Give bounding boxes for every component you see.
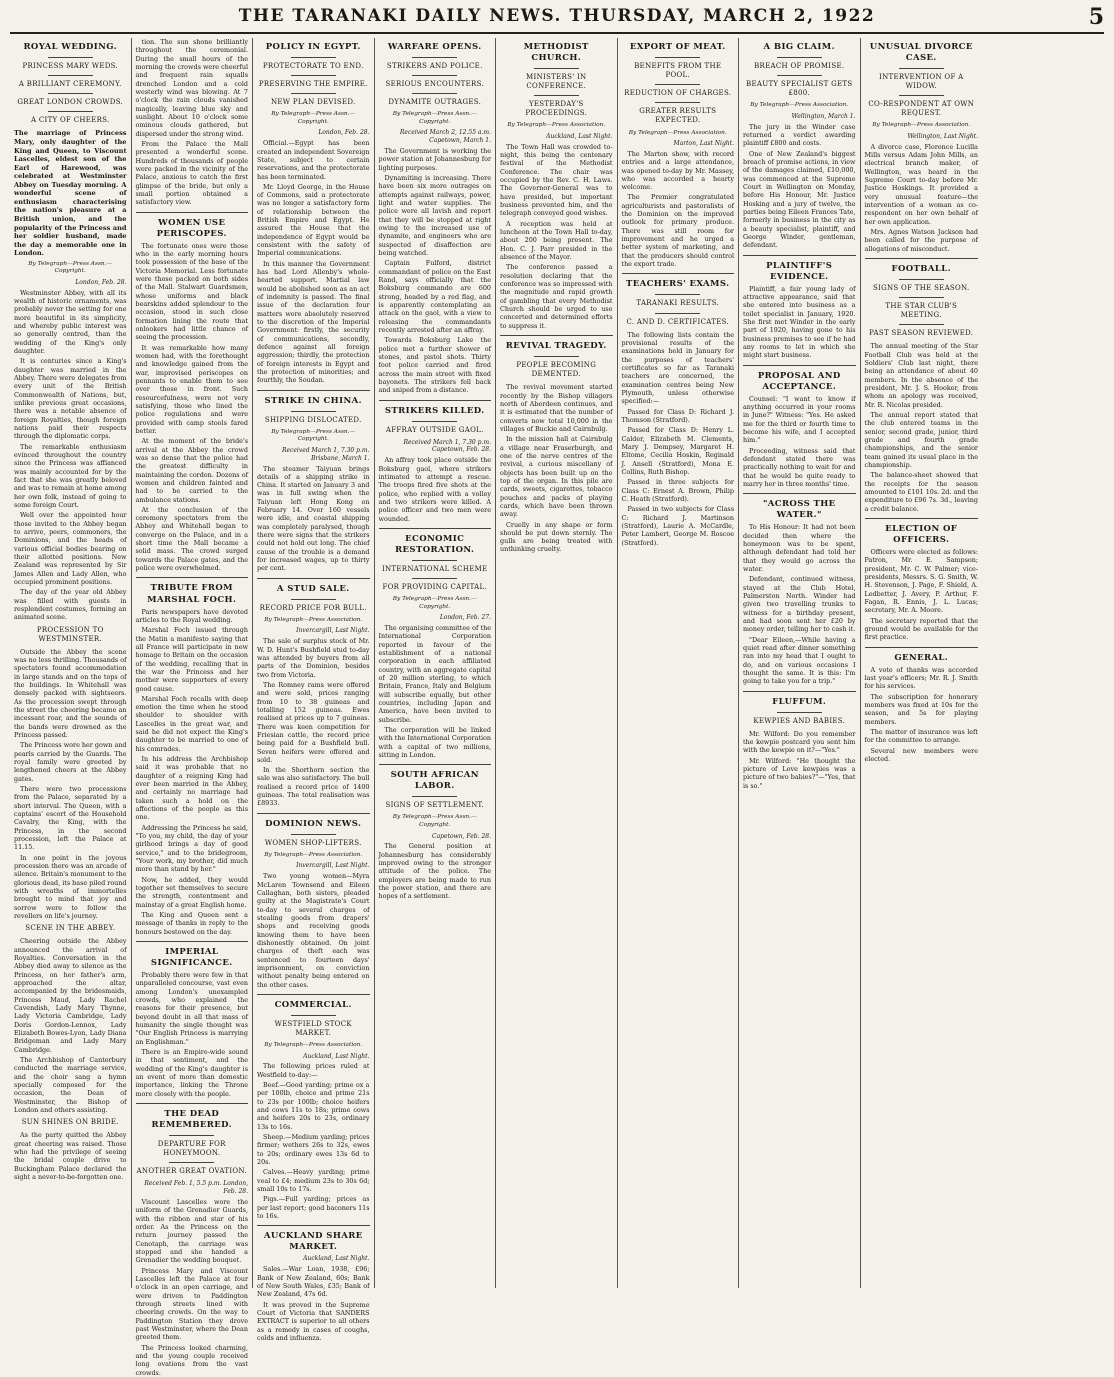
- heading-rule: [899, 324, 944, 325]
- dateline: Wellington, March 1.: [791, 112, 856, 120]
- article-divider: [136, 577, 249, 578]
- body-paragraph: The subscription for honorary members was fixed at 10s for the season, and 5s for playing members.: [864, 692, 978, 726]
- article-divider: [257, 390, 370, 391]
- wire-credit: By Telegraph—Press Association.: [264, 851, 363, 858]
- body-paragraph: The Princess wore her gown and pearls carried by the Guards. The royal family were greeted by lengthened cheers at the Abbey gates.: [14, 741, 127, 783]
- article: [622, 273, 735, 546]
- dateline: Wellington, Last Night.: [907, 133, 978, 140]
- article-divider: [743, 365, 856, 366]
- body-paragraph: The sale of surplus stock of Mr. W. D. Hunt's Bushfield stud to-day was attended by buyers from all parts of the Dominion, besides two from Victoria.: [257, 637, 370, 679]
- dateline: Capetown, Feb. 28.: [432, 832, 491, 840]
- heading-rule: [777, 57, 822, 58]
- heading-rule: [412, 578, 457, 579]
- headline: SOUTH AFRICAN LABOR.: [390, 770, 479, 792]
- dateline: Auckland, Last Night.: [546, 133, 613, 140]
- heading-rule: [291, 411, 336, 412]
- wire-credit: By Telegraph—Press Association.: [264, 616, 363, 623]
- body-paragraph: "Dear Eileen,—While having a quiet read after dinner something ran into my head that I ought to do, and on various occasions I thought the same. It is this: I'm going to take you for a trip.": [743, 635, 856, 686]
- article: [257, 42, 370, 385]
- body-paragraph: The steamer Taiyuan brings details of a shipping strike in China. It started on January 3 and was in full swing when the Taiyuan left Hong Kong on February 14. Over 160 vessels were idle, and coastal shipping was completely paralysed, though there were signs that the strikers could not hold out long. The chief cause of the trouble is a demand for increased wages, up to thirty per cent.: [257, 464, 370, 573]
- section-subheading: PROCESSION TO WESTMINSTER.: [36, 625, 104, 643]
- headline: DOMINION NEWS.: [265, 818, 362, 829]
- body-paragraph: The secretary reported that the ground would be available for the first practice.: [864, 616, 978, 642]
- body-paragraph: Viscount Lascelles wore the uniform of the Grenadier Guards, with the ribbon and star of his order. As the Princess on the return journey passed the Cenotaph, the carriage was stopped and she handed a Grenadier the wedding bouquet.: [135, 1198, 248, 1265]
- subheadline: FOR PROVIDING CAPITAL.: [382, 583, 488, 592]
- body-paragraph: Passed in two subjects for Class C: Richard J. Martinson (Stratford), Laurie A. McCardle, Peter Lambert, George M. Roscoe (Stratford).: [621, 505, 734, 547]
- body-paragraph: In this manner the Government has had Lord Allenby's whole-hearted support. Martial law would be abolished soon as an act of indemnity is passed. The final issue of the declaration four matters were absolutely reserved to the discretion of the Imperial Government: firstly, the security of communications, secondly, defence against all foreign aggression; thirdly, the protection of foreign interests in Egypt and the protection of minorities; and fourthly, the Soudan.: [257, 259, 370, 385]
- article-divider: [257, 1225, 370, 1226]
- body-paragraph: Defendant, continued witness, stayed at the Club Hotel, Palmerston North. Winder had given two travelling trunks to witness for a birthday present, and had soon sent her £20 by money order, telling her to cash it.: [743, 575, 856, 634]
- dateline: London, Feb. 28.: [318, 129, 370, 137]
- body-paragraph: The Princess looked charming, and the young couple received long ovations from the vast crowds.: [135, 1343, 248, 1377]
- body-paragraph: Princess Mary and Viscount Lascelles left the Palace at four o'clock in an open carriage, and were driven to Paddington through streets lined with cheering crowds. On the way to Paddington Station they drove past Westminster, where the Dean greeted them.: [135, 1266, 248, 1342]
- heading-rule: [48, 111, 93, 112]
- body-paragraph: Sheep.—Medium yarding; prices firmer; wethers 26s to 32s, ewes to 20s; ordinary ewes 13s 6d to 20s.: [257, 1133, 370, 1167]
- body-paragraph: An affray took place outside the Boksburg gaol, where strikers intimated to attempt a rescue. The troops fired five shots at the police, who replied with a volley and two strikers were killed. A police officer and two men were wounded.: [378, 456, 491, 523]
- article-divider: [865, 647, 979, 648]
- body-paragraph: Pigs.—Full yarding; prices as per last report; good baconers 11s to 16s.: [257, 1195, 370, 1220]
- subheadline: PEOPLE BECOMING DEMENTED.: [516, 361, 597, 379]
- body-paragraph: The following prices ruled at Westfield to-day:—: [257, 1062, 370, 1079]
- wire-credit: By Telegraph—Press Association.: [750, 102, 849, 109]
- newspaper-columns: [10, 38, 1104, 1377]
- dateline: Marton, Last Night.: [673, 140, 734, 148]
- article: [379, 528, 492, 759]
- body-paragraph: Passed for Class D: Richard J. Thomson (Stratford).: [621, 407, 734, 424]
- wire-credit: By Telegraph—Press Assn.—Copyright.: [392, 814, 477, 828]
- headline: WOMEN USE PERISCOPES.: [156, 217, 227, 239]
- body-paragraph: In his address the Archbishop said it was probable that no daughter of a reigning King had ever been married in the Abbey, and certainly no marriage had taken such a hold on the affections of the people as this one.: [135, 755, 248, 822]
- subheadline: CO-RESPONDENT AT OWN REQUEST.: [868, 100, 975, 118]
- body-paragraph: To His Honour: It had not been decided then where the honeymoon was to be spent, although defendant had told her that they would go across the water.: [743, 523, 856, 574]
- headline: IMPERIAL SIGNIFICANCE.: [150, 947, 233, 969]
- article-divider: [136, 212, 249, 213]
- wire-credit: By Telegraph—Press Association.: [264, 1042, 363, 1049]
- wire-credit: By Telegraph—Press Assn.—Copyright.: [392, 596, 477, 610]
- headline: EXPORT OF MEAT.: [629, 42, 726, 52]
- article: [865, 258, 979, 513]
- body-paragraph: Two young women—Myra McLaren Townsend and Eileen Callaghan, both sisters, pleaded guilty at the Magistrate's Court to-day to several charges of stealing goods from drapers' shops and receiving goods knowing them to have been dishonestly obtained. On joint charges of theft each was sentenced to fourteen days' imprisonment, on conviction without penalty being entered on the other cases.: [257, 872, 370, 989]
- wire-credit: By Telegraph—Press Association.: [872, 122, 971, 129]
- subheadline: WESTFIELD STOCK MARKET.: [274, 1019, 352, 1037]
- headline: POLICY IN EGYPT.: [265, 42, 361, 52]
- heading-rule: [291, 1015, 336, 1016]
- article: [743, 255, 856, 360]
- heading-rule: [655, 84, 700, 85]
- body-paragraph: The Marton show, with record entries and a large attendance, was opened to-day by Mr. Massey, who was accorded a hearty welcome.: [621, 149, 734, 192]
- heading-rule: [48, 57, 93, 58]
- body-paragraph: From the Palace the Mall presented a wonderful scene. Hundreds of thousands of people were packed in the vicinity of the Palace, anxious to catch the first glimpse of the bride, but only a small portion obtained a satisfactory view.: [135, 139, 248, 207]
- body-paragraph: The day of the year old Abbey was filled with guests in resplendent costumes, forming an animated scene.: [14, 588, 127, 622]
- subheadline: GREAT LONDON CROWDS.: [17, 98, 124, 107]
- body-paragraph: The Government is working the power station at Johannesburg for lighting purposes.: [378, 146, 491, 172]
- dateline: Received March 1, 7.30 p.m. Brisbane, March 1.: [281, 446, 370, 462]
- column-7: [739, 38, 861, 1288]
- article: [500, 42, 613, 330]
- column-6: [618, 38, 740, 1288]
- wire-credit: By Telegraph—Press Association.: [628, 129, 727, 136]
- headline: PROPOSAL AND ACCEPTANCE.: [757, 370, 841, 392]
- column-8: [861, 38, 983, 1288]
- body-paragraph: One of New Zealand's biggest breach of promise actions, in view of the damages claimed, £10,000, was commenced at the Supreme Court in Wellington on Monday, before His Honour, Mr. Justice Hosking and a jury of twelve, the parties being Eileen Frances Tate, formerly in business in the city as a beauty specialist, plaintiff, and George Winder, gentleman, defendant.: [743, 149, 856, 250]
- heading-rule: [534, 68, 579, 69]
- article: [379, 400, 492, 523]
- column-2: [132, 38, 254, 1377]
- heading-rule: [899, 297, 944, 298]
- body-paragraph: In one point in the joyous procession there was an arcade of silence. Britain's monument to the glorious dead, its base piled round with wreaths of immortelles brought to mind that joy and sorrow were to follow the revellers on life's journey.: [14, 853, 127, 920]
- heading-rule: [412, 57, 457, 58]
- heading-rule: [655, 102, 700, 103]
- heading-rule: [291, 57, 336, 58]
- headline: A BIG CLAIM.: [763, 42, 835, 52]
- headline: ELECTION OF OFFICERS.: [885, 524, 958, 546]
- body-paragraph: The organising committee of the International Corporation reported in favour of the establishment of a national corporation in each affiliated country, with an aggregate capital of 20 million sterling, to which Britain, France, Italy and Belgium will subscribe equally, but other countries, including Japan and America, have been invited to subscribe.: [378, 624, 491, 724]
- headline: PLAINTIFF'S EVIDENCE.: [766, 260, 833, 282]
- subheadline: STRIKERS AND POLICE.: [386, 62, 483, 71]
- column-3: [253, 38, 375, 1342]
- article-divider: [257, 813, 370, 814]
- heading-rule: [777, 75, 822, 76]
- body-paragraph: It was remarkable how many women had, with the forethought and knowledge gained from the war, improvised periscopes on pennants to enable them to see over those in front. Such resourcefulness, were not very satisfying, those who lined the police regulations and were provided with camp stools fared better.: [135, 343, 248, 435]
- wire-credit: By Telegraph—Press Assn.—Copyright.: [271, 428, 356, 443]
- body-paragraph: Beef.—Good yarding; prime ox a per 100lb, choice and prime 21s to 23s per 100lb; choice heifers and cows 11s to 18s; prime cows and heifers 20s to 23s, ordinary 13s to 16s.: [257, 1081, 370, 1131]
- subheadline: KEWPIES AND BABIES.: [753, 716, 846, 725]
- subheadline: WOMEN SHOP-LIFTERS.: [264, 838, 362, 847]
- body-paragraph: Towards Boksburg Lake the police met a further shower of stones, and pistol shots. Thirty foot police carried and fired across the main street with fixed bayonets. The strikers fell back and sniped from a distance.: [378, 336, 491, 395]
- body-paragraph: It was proved in the Supreme Court of Victoria that SANDERS EXTRACT is superior to all others as a remedy in cases of coughs, colds and influenza.: [257, 1300, 370, 1342]
- subheadline: ANOTHER GREAT OVATION.: [136, 1167, 247, 1176]
- wire-credit: By Telegraph—Press Association.: [507, 122, 606, 129]
- body-paragraph: In the Shorthorn section the sale was also satisfactory. The bull realised a record price of 1400 guineas. The total realisation was £8933.: [257, 766, 370, 808]
- body-paragraph: Westminster Abbey, with all its wealth of historic ornaments, was probably never the setting for one more beautiful in its simplicity, and whereby public interest was so generally centred, than the wedding of the King's only daughter.: [14, 288, 127, 356]
- body-paragraph: The corporation will be linked with the International Corporation with a capital of two millions, sitting in London.: [378, 725, 491, 759]
- body-paragraph: The jury in the Winder case returned a verdict awarding plaintiff £800 and costs.: [743, 122, 856, 148]
- article: [743, 493, 856, 685]
- body-paragraph: Marshal Foch issued through the Matin a manifesto saying that all France will participate in new homage to Britain on the occasion of the wedding, recalling that in the war the Princess and her mother were supporters of every good cause.: [135, 626, 248, 693]
- subheadline: REDUCTION OF CHARGES.: [624, 89, 732, 98]
- article-divider: [743, 691, 856, 692]
- subheadline: DEPARTURE FOR HONEYMOON.: [157, 1140, 226, 1158]
- wire-credit: By Telegraph—Press Assn.—Copyright.: [392, 111, 477, 125]
- dateline: Received March 2, 12.55 a.m. Capetown, March 1.: [399, 129, 491, 145]
- article: [865, 42, 979, 253]
- body-paragraph: Passed in three subjects for Class C: Ernest A. Brown, Philip C. Heath (Stratford).: [621, 478, 734, 503]
- body-paragraph: The Premier congratulated agriculturists and pastoralists of the Dominion on the improved outlook for primary produce. There was still room for improvement and he urged a better system of marketing, and that the producers should control the export trade.: [621, 193, 734, 269]
- body-paragraph: The annual report stated that the club entered teams in the senior, second grade, junior, third grade and fourth grade championships, and the senior team gained its usual place in the championship.: [864, 411, 978, 470]
- headline: AUCKLAND SHARE MARKET.: [263, 1231, 363, 1253]
- article: [257, 994, 370, 1220]
- body-paragraph: tion. The sun shone brilliantly throughout the ceremonial. During the small hours of the morning the crowds were cheerful and frequent rain squalls drenched London and a cold westerly wind was blowing. At 7 o'clock the rain clouds vanished magically, leaving blue sky and sunlight. About 10 o'clock some ominous clouds gathered, but dispersed under the strong wind.: [135, 38, 248, 138]
- headline: TRIBUTE FROM MARSHAL FOCH.: [147, 583, 237, 605]
- headline: STRIKE IN CHINA.: [264, 395, 363, 406]
- body-paragraph: Mr. Lloyd George, in the House of Commons, said a protectorate was no longer a satisfactory form of relationship between the British Empire and Egypt. He assured the House that the independence of Egypt would be consistent with the safety of Imperial communications.: [257, 182, 370, 258]
- headline: COMMERCIAL.: [274, 999, 352, 1010]
- body-paragraph: There is an Empire-wide sound in that sentiment, and the wedding of the King's daughter is an event of more than domestic importance, linking the Throne more closely with the people.: [135, 1048, 248, 1098]
- dateline: Invercargill, Last Night.: [296, 862, 370, 870]
- body-paragraph: There were two processions from the Palace, separated by a short interval. The Queen, with a captains' escort of the Household Cavalry, the King, with the Princess, in the second procession, left the Palace at 11.15.: [14, 784, 127, 852]
- subheadline: YESTERDAY'S PROCEEDINGS.: [525, 100, 588, 118]
- body-paragraph: Plaintiff, a fair young lady of attractive appearance, said that she entered into business as a toilet specialist in January, 1920. She first met Winder in the early part of 1920, having gone to his business premises to see if he had any rooms to let in which she might start business.: [743, 284, 856, 360]
- article-divider: [865, 518, 979, 519]
- article-divider: [257, 578, 370, 579]
- body-paragraph: Cruelly in any shape or form should be put down sternly. The gulls are being treated with unthinking cruelty.: [500, 520, 613, 554]
- body-paragraph: Well over the appointed hour those invited to the Abbey began to arrive, peers, commoners, the Dominions, and the heads of various official bodies bearing on their allotted positions. New Zealand was represented by Sir James Allen and Lady Allen, who occupied prominent positions.: [14, 511, 127, 586]
- body-paragraph: A vote of thanks was accorded last year's officers; Mr. R. J. Smith for his services.: [864, 665, 978, 691]
- heading-rule: [655, 313, 700, 314]
- dateline: Auckland, Last Night.: [303, 1255, 370, 1263]
- headline: GENERAL.: [894, 652, 949, 663]
- body-paragraph: Outside the Abbey the scene was no less thrilling. Thousands of spectators found accommodation in large stands and on the tops of the buildings. In Whitehall was densely packed with sightseers. As the procession swept through the street the cheering became an incessant roar, and the sounds of the bands were drowned as the Princess passed.: [14, 647, 127, 739]
- body-paragraph: The King and Queen sent a message of thanks in reply to the honours bestowed on the day.: [135, 911, 248, 936]
- subheadline: NEW PLAN DEVISED.: [270, 98, 356, 107]
- heading-rule: [412, 560, 457, 561]
- body-paragraph: The General position at Johannesburg has considerably improved owing to the stronger attitude of the police. The employers are being made to run the power station, and there are hopes of a settlement.: [378, 842, 491, 901]
- heading-rule: [899, 279, 944, 280]
- article: [865, 647, 979, 764]
- article: [379, 42, 492, 395]
- heading-rule: [655, 57, 700, 58]
- body-paragraph: The annual meeting of the Star Football Club was held at the Soldiers' Club last night, there being an attendance of about 40 members. In the absence of the president, Mr. J. S. Hooker, from whom an apology was received, Mr. R. Nicolas presided.: [864, 342, 978, 409]
- body-paragraph: In the mission hall at Cairnbulg a village near Fraserburgh, and one of the nerve centres of the revival, a curious miscellany of objects has been built up on the top of the organ. In this pile are cards, sweets, cigarettes, tobacco pouches and packs of playing cards, which have been thrown away.: [500, 435, 613, 519]
- heading-rule: [655, 294, 700, 295]
- body-paragraph: The revival movement started recently by the Bishop villagers north of Aberdeen continues, and it is estimated that the number of converts now total 10,000 in the villages of Buckie and Cairnbulg.: [500, 383, 613, 433]
- body-paragraph: The Town Hall was crowded to-night, this being the centenary festival of the Methodist Conference. The chair was occupied by the Rev. C. H. Laws. The Governor-General was to have presided, but important business prevented him, and the telegraph conveyed good wishes.: [500, 142, 613, 218]
- body-paragraph: Mrs. Agnes Watson Jackson had been called for the purpose of allegations of misconduct.: [864, 228, 978, 253]
- body-paragraph: Marshal Foch recalls with deep emotion the time when he stood shoulder to shoulder with Lascelles in the great war, and said he did not expect the King's daughter to be married to one of his comrades.: [135, 694, 248, 753]
- heading-rule: [48, 93, 93, 94]
- subheadline: SHIPPING DISLOCATED.: [264, 415, 362, 424]
- body-paragraph: Official.—Egypt has been created an independent Sovereign State, subject to certain reservations, and the protectorate has been terminated.: [257, 139, 370, 181]
- subheadline: PRESERVING THE EMPIRE.: [258, 80, 368, 89]
- body-paragraph: It is centuries since a King's daughter was married in the Abbey. There were delegates from every unit of the British Commonwealth of Nations, but, unlike previous great occasions, there was a notable absence of foreign Royalties, though foreign nations paid their respects through the diplomatic corps.: [14, 357, 127, 441]
- body-paragraph: The Romney rams were offered and were sold, prices ranging from 10 to 38 guineas and totalling 152 guineas. Ewes realised at prices up to 7 guineas. There was keen competition for Friesian cattle, the record price being paid for a Bushfield bull. Seven heifers were offered and sold.: [257, 680, 370, 764]
- heading-rule: [899, 95, 944, 96]
- lede-paragraph: The marriage of Princess Mary, only daughter of the King and Queen, to Viscount Lascelles, eldest son of the Earl of Harewood, was celebrated at Westminster Abbey on Tuesday morning. A wonderful scene of enthusiasm characterising the nation's pleasure at a British union, and the popularity of the Princess and her soldier husband, made the day a memorable one in London.: [14, 129, 127, 258]
- heading-rule: [412, 421, 457, 422]
- headline: WARFARE OPENS.: [387, 42, 482, 52]
- masthead-title: THE TARANAKI DAILY NEWS. THURSDAY, MARCH 2, 1922: [238, 6, 876, 26]
- subheadline: INTERNATIONAL SCHEME: [381, 564, 488, 573]
- body-paragraph: Proceeding, witness said that defendant stated there was practically nothing to wait for and that he would be quite ready to marry her in three months' time.: [743, 446, 856, 488]
- subheadline: PROTECTORATE TO END.: [262, 62, 364, 71]
- body-paragraph: The matter of insurance was left for the committee to arrange.: [864, 728, 978, 745]
- article-divider: [743, 493, 856, 494]
- subheadline: SIGNS OF SETTLEMENT.: [385, 801, 485, 810]
- subheadline: SERIOUS ENCOUNTERS.: [385, 80, 484, 89]
- heading-rule: [534, 95, 579, 96]
- masthead: [10, 4, 1104, 34]
- body-paragraph: The balance-sheet showed that the receipts for the season amounted to £101 10s. 2d. and the expenditure to £96 7s. 3d., leaving a credit balance.: [864, 471, 978, 513]
- headline: THE DEAD REMEMBERED.: [151, 1109, 232, 1131]
- article-divider: [257, 994, 370, 995]
- article: [136, 941, 249, 1098]
- body-paragraph: Now, he added, they would together set themselves to secure the strength, contentment and mainstay of a great English home.: [135, 875, 248, 909]
- subheadline: SIGNS OF THE SEASON.: [872, 284, 970, 293]
- section-subheading: SCENE IN THE ABBEY.: [25, 924, 116, 933]
- headline: METHODIST CHURCH.: [523, 42, 589, 64]
- subheadline: BREACH OF PROMISE.: [754, 62, 845, 71]
- body-paragraph: Addressing the Princess he said, "To you, my child, the day of your girlhood brings a day of good service," and to the bridegroom, "Your work, my brother, did much more than stand by her.": [135, 823, 248, 874]
- headline: "ACROSS THE WATER.": [762, 499, 836, 521]
- headline: FLUFFUM.: [772, 696, 827, 707]
- headline: STRIKERS KILLED.: [384, 405, 485, 416]
- heading-rule: [291, 75, 336, 76]
- subheadline: BEAUTY SPECIALIST GETS £800.: [746, 80, 853, 98]
- column-5: [496, 38, 618, 1288]
- body-paragraph: Mr. Wilford: "He thought the picture of Love kewpies was a picture of two babies?"—"Yes, that is so.": [743, 756, 856, 790]
- article: [14, 42, 127, 1181]
- headline: FOOTBALL.: [891, 264, 951, 275]
- headline: ECONOMIC RESTORATION.: [395, 533, 475, 555]
- subheadline: TARANAKI RESULTS.: [636, 299, 720, 308]
- heading-rule: [169, 1135, 214, 1136]
- subheadline: GREATER RESULTS EXPECTED.: [639, 107, 717, 125]
- body-paragraph: The remarkable enthusiasm evinced throughout the country since the Princess was affianced was mainly accounted for by the fact that she was greatly beloved and was to remain at home among her own folk, instead of going to some foreign Court.: [14, 442, 127, 509]
- article-divider: [379, 764, 492, 765]
- heading-rule: [777, 712, 822, 713]
- article: [136, 212, 249, 573]
- body-paragraph: Several new members were elected.: [864, 746, 978, 764]
- body-paragraph: Paris newspapers have devoted articles to the Royal wedding.: [135, 607, 248, 624]
- article: [136, 1103, 249, 1377]
- body-paragraph: The following lists contain the provisional results of the examinations held in January for the purposes of teachers' certificates so far as Taranaki teachers are concerned, the examination centres being New Plymouth, unless otherwise specified:—: [621, 330, 734, 406]
- subheadline: INTERVENTION OF A WIDOW.: [879, 73, 964, 91]
- heading-rule: [291, 599, 336, 600]
- dateline: London, Feb. 27.: [439, 614, 491, 622]
- article: [622, 42, 735, 268]
- article-divider: [379, 528, 492, 529]
- body-paragraph: Calves.—Heavy yarding; prime veal to £4; medium 23s to 30s 6d; small 10s to 17s.: [257, 1168, 370, 1194]
- article: [257, 813, 370, 989]
- dateline: London, Feb. 28.: [75, 278, 127, 286]
- subheadline: PAST SEASON REVIEWED.: [869, 329, 974, 338]
- subheadline: BENEFITS FROM THE POOL.: [634, 62, 722, 80]
- body-paragraph: Mr. Wilford: Do you remember the kewpie postcard you sent him with the kewpie on it?—"Yes.": [743, 729, 856, 755]
- article: [257, 1225, 370, 1342]
- body-paragraph: Officers were elected as follows: Patron, Mr. E. Sampson; president, Mr. C. W. Palmer; vice-presidents, Messrs. S. G. Smith, W. H. Stevenson, J. Page, F. Shield, A. Ledbetter, J. Avery, P. Arthur, F. Fagan, R. Ennis, J. L. Lucas; secretary, Mr. A. Moore.: [864, 548, 978, 615]
- article-divider: [136, 941, 249, 942]
- article: [743, 365, 856, 489]
- subheadline: THE STAR CLUB'S MEETING.: [885, 302, 958, 320]
- article-divider: [379, 400, 492, 401]
- heading-rule: [169, 1162, 214, 1163]
- wire-credit: By Telegraph—Press Assn.—Copyright.: [28, 260, 113, 275]
- page-number: 5: [1088, 4, 1104, 30]
- body-paragraph: Passed for Class D: Henry L. Calder, Elizabeth M. Clements, Mary J. Dempsey, Margaret H. Eltome, Cecilia Hoskin, Reginald J. Ansell (Stratford), Mona E. Collins, Ruth Bishop.: [621, 426, 734, 476]
- dateline: Invercargill, Last Night.: [296, 627, 370, 635]
- article: [379, 764, 492, 900]
- heading-rule: [412, 93, 457, 94]
- body-paragraph: A divorce case, Florence Lucilla Mills versus Adam John Mills, an electrical branch maker, of Wellington, was heard in the Supreme Court to-day before Mr. Justice Hoskings. It provided a very unusual feature—the intervention of a woman as co-respondent on her own behalf of her own application.: [864, 142, 978, 226]
- heading-rule: [48, 75, 93, 76]
- section-subheading: SUN SHINES ON BRIDE.: [21, 1118, 119, 1127]
- subheadline: RECORD PRICE FOR BULL.: [259, 603, 367, 612]
- body-paragraph: Dynamiting is increasing. There have been six more outrages on attempts against railways, power, light and water supplies. The police were all lavish and report that they will be stopped at right owing to the increased use of dynamite, and engineers who are suspected of disaffection are being watched.: [378, 173, 491, 257]
- headline: REVIVAL TRAGEDY.: [505, 341, 607, 352]
- heading-rule: [412, 75, 457, 76]
- heading-rule: [412, 796, 457, 797]
- body-paragraph: A reception was held at luncheon at the Town Hall to-day, about 200 being present. The Hon. C. J. Parr presided in the absence of the Mayor.: [500, 219, 613, 262]
- article: [257, 578, 370, 808]
- dateline: Received March 1, 7.30 p.m. Capetown, Feb. 28.: [403, 438, 491, 454]
- wire-credit: By Telegraph—Press Assn.—Copyright.: [271, 111, 356, 125]
- subheadline: DYNAMITE OUTRAGES.: [388, 98, 482, 107]
- column-4: [375, 38, 497, 1288]
- article: [136, 38, 249, 207]
- headline: TEACHERS' EXAMS.: [626, 279, 730, 290]
- article: [500, 335, 613, 554]
- body-paragraph: Probably there were few in that unparalleled concourse, vast even among London's unexampled crowds, who explained the reasons for their presence, but beyond doubt in all that mass of humanity the single thought was "Our English Princess is marrying an Englishman.": [135, 971, 248, 1046]
- article: [136, 577, 249, 936]
- article-divider: [743, 255, 856, 256]
- article-divider: [865, 258, 979, 259]
- column-1: [10, 38, 132, 1288]
- article-divider: [622, 273, 735, 274]
- article: [743, 691, 856, 790]
- article-divider: [500, 335, 613, 336]
- article: [743, 42, 856, 250]
- article: [257, 390, 370, 573]
- article-divider: [136, 1103, 249, 1104]
- subheadline: C. AND D. CERTIFICATES.: [626, 317, 730, 326]
- subheadline: MINISTERS' IN CONFERENCE.: [526, 73, 587, 91]
- body-paragraph: The fortunate ones were those who in the early morning hours took possession of the base of the Victoria Memorial. Less fortunate were those packed on both sides of the Mall. Stalwart Guardsmen, whose uniforms and black bearskins added splendour to the occasion, stood in such close formation lining the route that onlookers had little chance of seeing the procession.: [135, 241, 248, 342]
- dateline: Received Feb. 1, 5.5 p.m. London, Feb. 28.: [144, 1180, 248, 1196]
- body-paragraph: At the moment of the bride's arrival at the Abbey the crowd was so dense that the police had the greatest difficulty in maintaining the cordon. Dozens of women and children fainted and had to be carried to the ambulance stations.: [135, 437, 248, 504]
- headline: UNUSUAL DIVORCE CASE.: [869, 42, 973, 64]
- body-paragraph: The Archbishop of Canterbury conducted the marriage service, and the choir sang a hymn specially composed for the occasion, the Dean of Westminster, the Bishop of London and others assisting.: [14, 1055, 127, 1114]
- heading-rule: [291, 834, 336, 835]
- dateline: Auckland, Last Night.: [303, 1052, 370, 1060]
- subheadline: AFFRAY OUTSIDE GAOL.: [385, 425, 484, 434]
- subheadline: PRINCESS MARY WEDS.: [22, 62, 119, 71]
- body-paragraph: Counsel: "I want to know if anything occurred in your rooms in June?" Witness: "Yes. He asked me for the third or fourth time to become his wife, and I accepted him.": [743, 394, 856, 445]
- subheadline: A BRILLIANT CEREMONY.: [18, 80, 122, 89]
- body-paragraph: The conference passed a resolution declaring that the conference was so impressed with the magnitude and rapid growth of gambling that every Methodist Church should be urged to use concerted and determined efforts to suppress it.: [500, 263, 613, 330]
- body-paragraph: Cheering outside the Abbey announced the arrival of Royalties. Conversation in the Abbey died away to silence as the Princess, on her father's arm, approached the altar, accompanied by the bridesmaids, Princess Maud, Lady Rachel Cavendish, Lady Mary Thynne, Lady Victoria Cambridge, Lady Doris Gordon-Lennox, Lady Elizabeth Bowes-Lyon, Lady Diana Bridgeman and Lady Mary Cambridge.: [14, 937, 127, 1054]
- subheadline: A CITY OF CHEERS.: [30, 116, 110, 125]
- headline: A STUD SALE.: [276, 583, 350, 594]
- heading-rule: [534, 356, 579, 357]
- body-paragraph: Captain Fulford, district commandant of police on the East Rand, says officially that the Boksburg commando are 600 strong, headed by a red flag, and is apparently contemplating an attack on the gaol, with a view to releasing the commandants recently arrested after an affray.: [378, 259, 491, 334]
- body-paragraph: Sales.—War Loan, 1938, £96; Bank of New Zealand, 60s; Bank of New South Wales, £35; Bank of New Zealand, 47s 6d.: [257, 1265, 370, 1299]
- body-paragraph: At the conclusion of the ceremony spectators from the Abbey and Whitehall began to converge on the Palace, and in a short time the Mall became a solid mass. The crowd surged towards the Palace gates, and the police were overwhelmed.: [135, 505, 248, 573]
- article: [865, 518, 979, 642]
- body-paragraph: As the party quitted the Abbey great cheering was raised. Those who had the privilege of seeing the bridal couple drive to Buckingham Palace declared the sight a never-to-be-forgotten one.: [14, 1131, 127, 1181]
- heading-rule: [899, 68, 944, 69]
- heading-rule: [291, 93, 336, 94]
- headline: ROYAL WEDDING.: [23, 42, 118, 52]
